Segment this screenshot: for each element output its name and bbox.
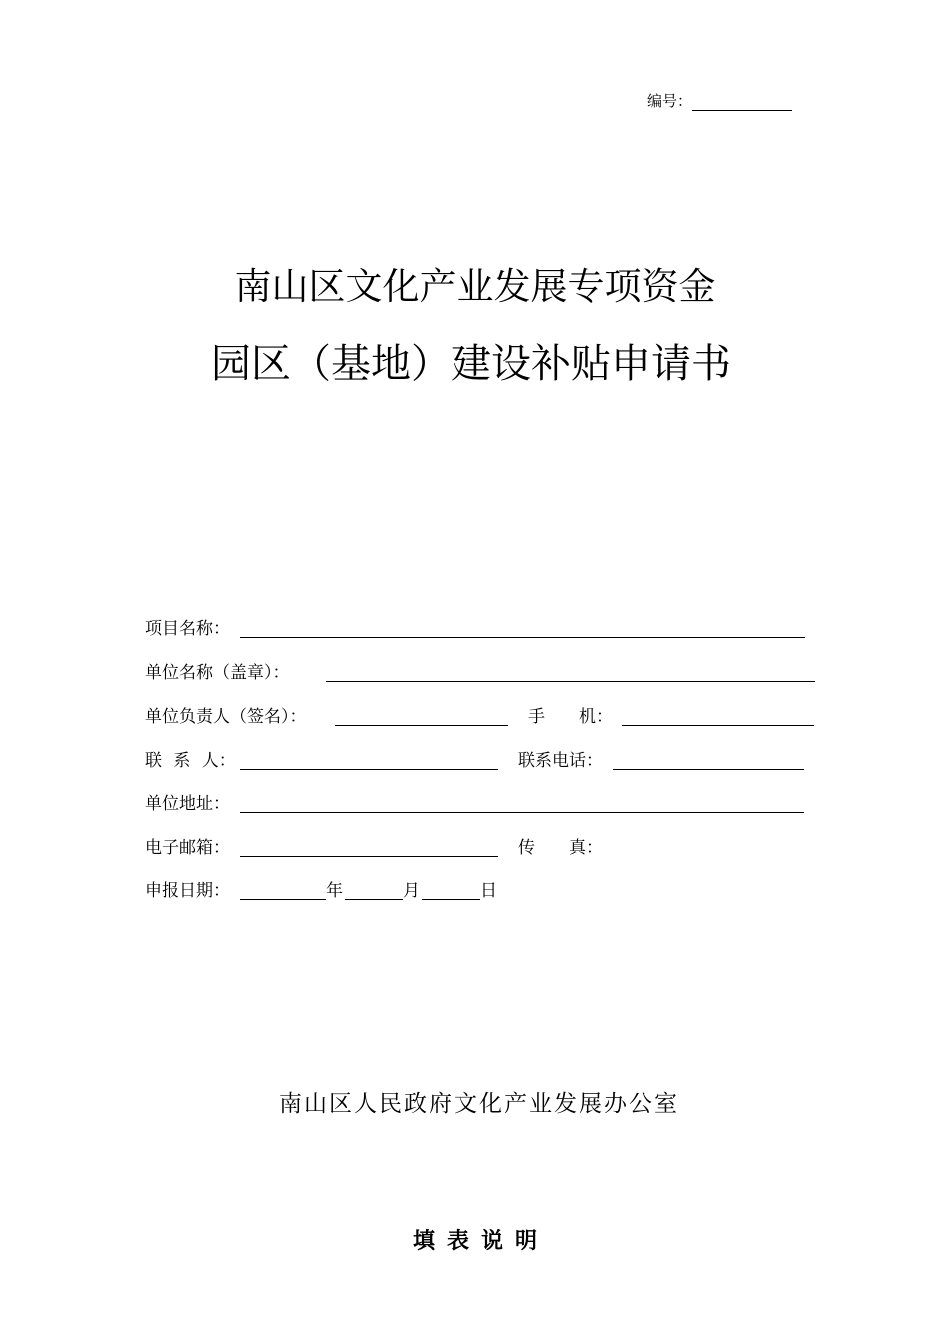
apply-date-label: 申报日期：	[145, 881, 230, 901]
document-title-line-1: 南山区文化产业发展专项资金	[234, 265, 716, 308]
mobile-label: 手 机：	[528, 707, 613, 727]
unit-head-blank[interactable]	[335, 725, 508, 726]
email-label: 电子邮箱：	[145, 838, 230, 858]
year-blank[interactable]	[240, 899, 326, 900]
project-name-blank[interactable]	[240, 637, 805, 638]
mobile-blank[interactable]	[622, 725, 814, 726]
fax-label: 传 真：	[518, 838, 603, 858]
contact-phone-blank[interactable]	[613, 769, 804, 770]
unit-head-label: 单位负责人（签名）：	[145, 707, 307, 727]
issuing-office: 南山区人民政府文化产业发展办公室	[279, 1091, 679, 1117]
document-title-line-2: 园区（基地）建设补贴申请书	[211, 341, 731, 387]
month-label: 月	[403, 881, 420, 901]
serial-number-label: 编号：	[647, 92, 693, 110]
unit-name-label: 单位名称（盖章）：	[145, 663, 290, 683]
contact-phone-label: 联系电话：	[518, 751, 603, 771]
serial-number	[647, 91, 792, 111]
instructions-heading: 填表说明	[412, 1228, 549, 1254]
serial-number-blank[interactable]	[692, 94, 792, 111]
contact-label: 联 系 人：	[145, 751, 236, 771]
unit-address-blank[interactable]	[240, 812, 804, 813]
email-blank[interactable]	[240, 856, 498, 857]
unit-name-blank[interactable]	[326, 681, 815, 682]
project-name-label: 项目名称：	[145, 619, 230, 639]
year-label: 年	[326, 881, 343, 901]
month-blank[interactable]	[345, 899, 403, 900]
day-label: 日	[480, 881, 497, 901]
contact-blank[interactable]	[240, 769, 498, 770]
unit-address-label: 单位地址：	[145, 794, 230, 814]
day-blank[interactable]	[422, 899, 480, 900]
